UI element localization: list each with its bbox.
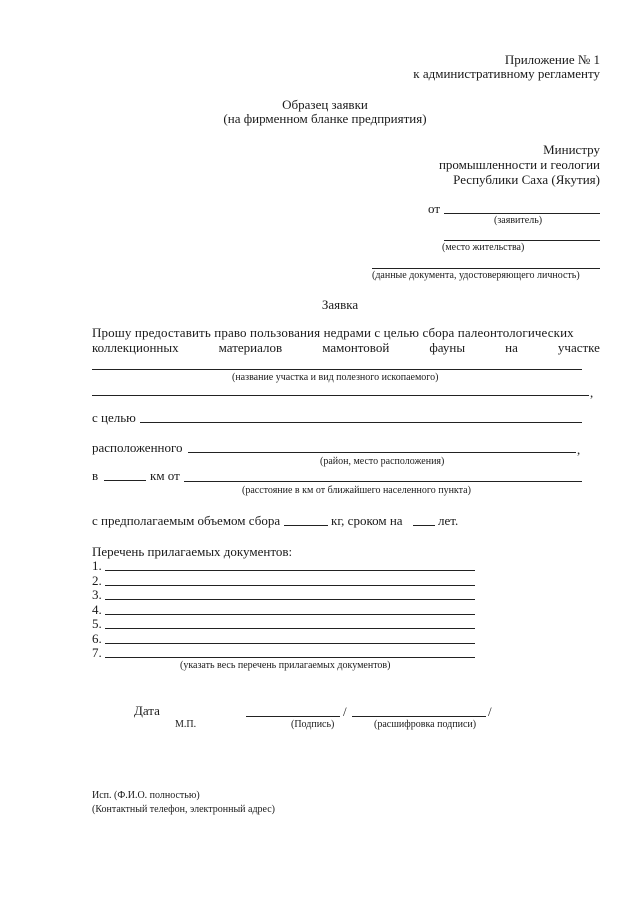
word-2: материалов [218, 340, 283, 355]
volume-unit: кг, сроком на [331, 513, 403, 528]
document-item-line [105, 657, 475, 658]
residence-caption: (место жительства) [442, 242, 525, 253]
decryption-caption: (расшифровка подписи) [374, 719, 477, 730]
distance-place-line [184, 481, 582, 482]
addressee-line-2: промышленности и геологии [438, 157, 600, 172]
distance-km-line [104, 480, 146, 481]
site-line-2 [92, 395, 589, 396]
word-6: участке [557, 340, 600, 355]
contacts-note: (Контактный телефон, электронный адрес) [92, 804, 276, 815]
applicant-line [444, 213, 600, 214]
application-title: Заявка [321, 297, 359, 312]
volume-prefix: с предполагаемым объемом сбора [92, 513, 281, 528]
located-label: расположенного [92, 440, 183, 455]
distance-km-from: км от [150, 468, 180, 483]
addressee-line-1: Министру [543, 142, 600, 157]
word-3: мамонтовой [322, 340, 390, 355]
document-item-number: 3. [92, 587, 102, 602]
signature-slash-2: / [488, 704, 492, 719]
documents-title: Перечень прилагаемых документов: [92, 544, 293, 559]
document-item-number: 5. [92, 616, 102, 631]
id-document-caption: (данные документа, удостоверяющего личность) [372, 270, 580, 281]
applicant-caption: (заявитель) [494, 215, 543, 226]
document-item-number: 1. [92, 558, 102, 573]
purpose-line [140, 422, 582, 423]
signature-caption: (Подпись) [291, 719, 335, 730]
located-caption: (район, место расположения) [320, 456, 445, 467]
purpose-label: с целью [92, 410, 136, 425]
id-document-line [372, 268, 600, 269]
word-1: коллекционных [92, 340, 179, 355]
site-caption: (название участка и вид полезного ископаемого) [232, 372, 439, 383]
document-item-number: 6. [92, 631, 102, 646]
years-line [413, 525, 435, 526]
decryption-line [352, 716, 486, 717]
site-line [92, 369, 582, 370]
addressee-line-3: Республики Саха (Якутия) [453, 172, 600, 187]
signature-line [246, 716, 340, 717]
documents-caption: (указать весь перечень прилагаемых документов) [180, 660, 391, 671]
sample-title: Образец заявки [282, 97, 368, 112]
appendix-number: Приложение № 1 [504, 52, 600, 67]
sample-subtitle: (на фирменном бланке предприятия) [223, 111, 427, 126]
document-item-number: 7. [92, 645, 102, 660]
stamp-label: М.П. [175, 719, 197, 730]
appendix-reference: к административному регламенту [413, 66, 600, 81]
years-label: лет. [438, 513, 459, 528]
document-item-line [105, 570, 475, 571]
signature-slash-1: / [343, 704, 347, 719]
residence-line [444, 240, 600, 241]
located-line [188, 452, 576, 453]
document-item-line [105, 643, 475, 644]
document-item-line [105, 599, 475, 600]
volume-line [284, 525, 328, 526]
site-comma: , [590, 385, 594, 400]
from-label: от [428, 201, 441, 216]
distance-v: в [92, 468, 99, 483]
document-item-line [105, 585, 475, 586]
document-item-line [105, 628, 475, 629]
document-item-number: 4. [92, 602, 102, 617]
document-item-line [105, 614, 475, 615]
word-4: фауны [429, 340, 466, 355]
document-item-number: 2. [92, 573, 102, 588]
located-comma: , [577, 442, 581, 457]
executor-note: Исп. (Ф.И.О. полностью) [92, 790, 200, 801]
request-line-1: Прошу предоставить право пользования недрами с целью сбора палеонтологических [92, 325, 574, 340]
distance-caption: (расстояние в км от ближайшего населенного пункта) [242, 485, 471, 496]
word-5: на [505, 340, 518, 355]
request-line-2 [92, 340, 600, 355]
date-label: Дата [134, 703, 160, 718]
